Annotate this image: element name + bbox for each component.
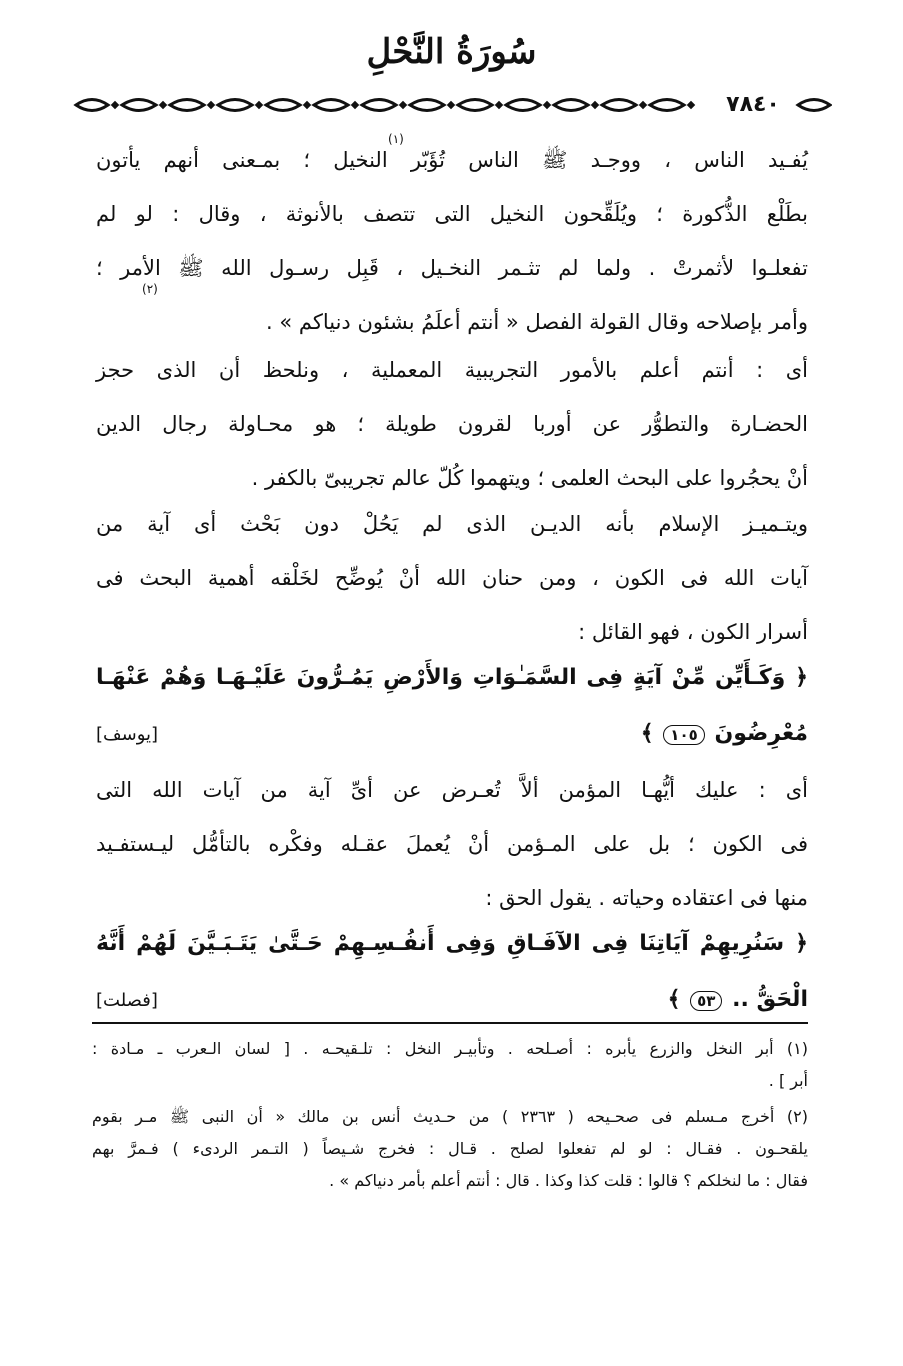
text-line: بطَلْع الذُّكورة ؛ ويُلَقِّحون النخيل التى تتصف بالأنوثة ، وقال : لو لم — [96, 202, 808, 226]
surah-reference: [يوسف] — [96, 724, 159, 745]
verse-word: مُعْرِضُونَ — [714, 721, 808, 746]
quran-verse-1 — [96, 665, 808, 780]
page-number: ٧٨٤٠ — [718, 88, 788, 122]
verse-word: الْحَقُّ .. — [732, 987, 808, 1012]
footnote-line: يلقحـون . فقـال : لو لم تفعلوا لصلح . قـال : فخرج شـيصاً ( التـمر الردىء ) فـمرَّ بهم — [92, 1139, 808, 1158]
surah-reference: [فصلت] — [96, 990, 158, 1011]
footnote-line: (١) أبر النخل والزرع يأبره : أصـلحه . وتأبيـر النخل : تلـقيحـه . [ لسان الـعرب ـ مـادة : — [92, 1039, 808, 1058]
verse-line-end — [668, 987, 808, 1012]
footnote-separator — [92, 1022, 808, 1024]
text-line: أسرار الكون ، فهو القائل : — [578, 620, 808, 644]
text-line: تفعلـوا لأثمرتْ . ولما لم تثـمر النخـيل ، قَبِل رسـول الله ﷺ الأمر ؛ — [96, 256, 808, 280]
verse-close-bracket: ﴾ — [640, 721, 654, 746]
verse-line-end — [641, 721, 808, 746]
text-line: آيات الله فى الكون ، ومن حنان الله أنْ يُوضِّح لخَلْقه أهمية البحث فى — [96, 566, 808, 590]
text-line: وأمر بإصلاحه وقال القولة الفصل « أنتم أعلَمُ بشئون دنياكم » . — [265, 310, 808, 334]
text-line: يُفـيد الناس ، ووجـد ﷺ الناس تُؤَبّر النخيل ؛ بمـعنى أنهم يأتون — [96, 148, 808, 172]
surah-title: سُورَةُ النَّحْلِ — [366, 32, 537, 72]
footnote-line: أبر ] . — [768, 1071, 808, 1090]
footnote-1 — [92, 1036, 808, 1100]
ayah-number: ٥٣ — [690, 991, 722, 1011]
paragraph-3 — [96, 514, 808, 676]
footnote-marker-2: (٢) — [142, 282, 158, 296]
text-line: أنْ يحجُروا على البحث العلمى ؛ ويتهموا كُلّ عالم تجريبىّ بالكفر . — [251, 466, 808, 490]
footnote-line: (٢) أخرج مـسلم فى صحـيحه ( ٢٣٦٣ ) من حـديث أنس بن مالك « أن النبى ﷺ مـر بقوم — [92, 1107, 808, 1126]
text-line: أى : أنتم أعلم بالأمور التجريبية المعملية ، ونلحظ أن الذى حجز — [96, 358, 808, 382]
paragraph-1 — [96, 150, 808, 366]
text-line: فى الكون ؛ بل على المـؤمن أنْ يُعملَ عقـله وفكْره بالتأمُّل ليـستفـيد — [96, 832, 808, 856]
verse-close-bracket: ﴾ — [667, 987, 681, 1012]
footnote-marker-1: (١) — [388, 132, 404, 146]
paragraph-4 — [96, 780, 808, 942]
paragraph-2 — [96, 360, 808, 522]
text-line: الحضـارة والتطوُّر عن أوربا لقرون طويلة ؛ هو محـاولة رجال الدين — [96, 412, 808, 436]
text-line: ويتـميـز الإسلام بأنه الديـن الذى لم يَحُلْ دون بَحْث أى آية من — [96, 512, 808, 536]
text-line: منها فى اعتقاده وحياته . يقول الحق : — [485, 886, 808, 910]
text-line: أى : عليك أيُّهـا المؤمن ألاَّ تُعـرض عن أىِّ آية من آيات الله التى — [96, 778, 808, 802]
verse-line: ﴿ سَنُرِيهِمْ آيَاتِنَا فِى الآفَـاقِ وَفِى أَنفُـسِـهِمْ حَـتَّىٰ يَتَـبَـيَّنَ لَهُمْ أَنَّهُ — [96, 931, 808, 956]
footnote-2 — [92, 1104, 808, 1200]
footnote-line: فقال : ما لنخلكم ؟ قالوا : قلت كذا وكذا . قال : أنتم أعلم بأمر دنياكم » . — [329, 1171, 808, 1190]
verse-line: ﴿ وَكَـأَيِّن مِّنْ آيَةٍ فِى السَّمَـٰوَاتِ وَالأَرْضِ يَمُـرُّونَ عَلَيْـهَـا وَهُمْ عَنْهَـا — [96, 665, 808, 690]
ayah-number: ١٠٥ — [663, 725, 704, 745]
quran-verse-2 — [96, 931, 808, 1020]
